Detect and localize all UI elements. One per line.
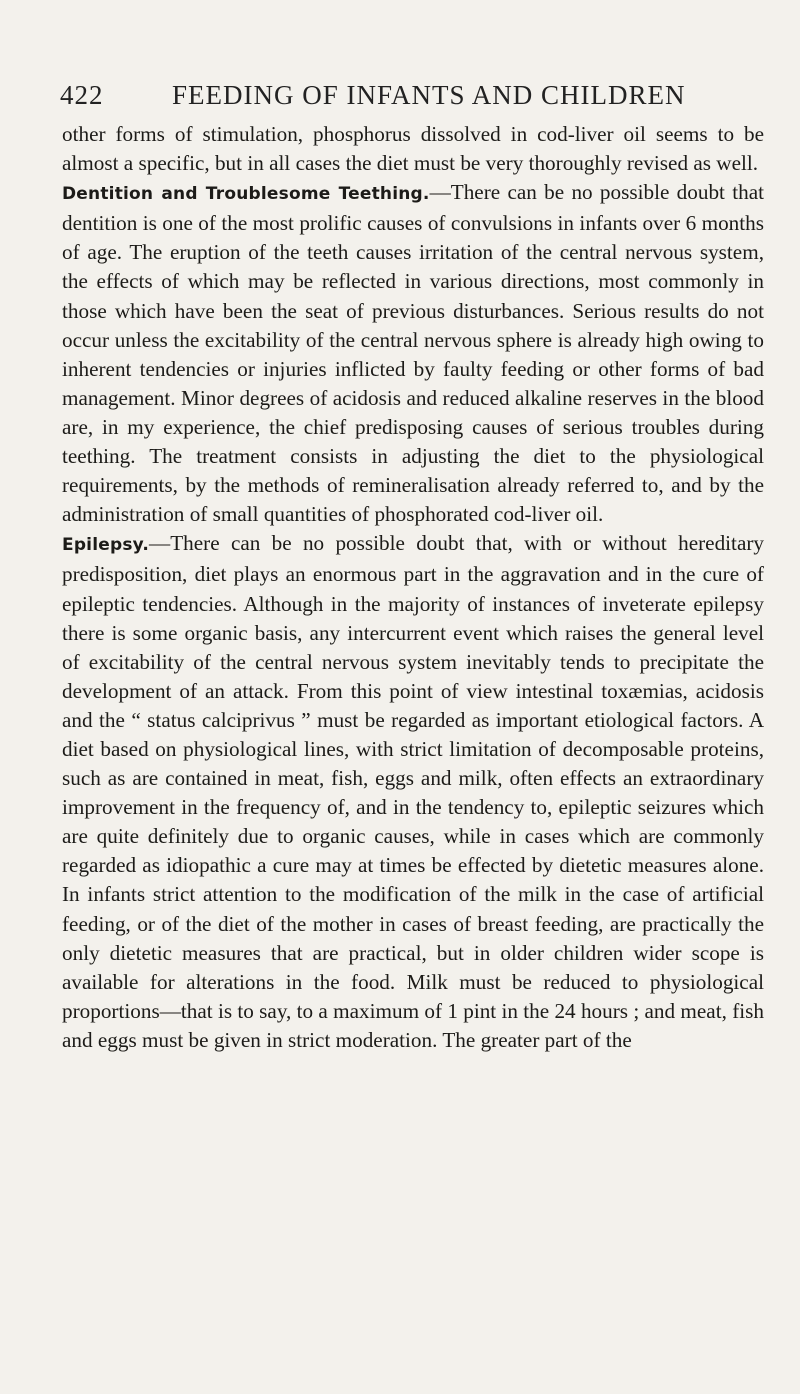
paragraph-epilepsy (62, 529, 764, 1055)
paragraph-text: —There can be no possible doubt that dentition is one of the most prolific causes of convulsions in infants over 6 months of age. The eruption of the teeth causes irritation of the central nervous system, the effects of which may be reflected in various directions, most commonly in those which have been the seat of previous disturbances. Serious results do not occur unless the excitability of the central nervous sphere is already high owing to inherent tendencies or injuries inflicted by faulty feeding or other forms of bad management. Minor degrees of acidosis and reduced alkaline reserves in the blood are, in my experience, the chief predisposing causes of serious troubles during teething. The treatment consists in adjusting the diet to the physiological requirements, by the methods of remineralisation already referred to, and by the administration of small quantities of phosphorated cod-liver oil. (62, 180, 765, 527)
paragraph-text: other forms of stimulation, phosphorus dissolved in cod-liver oil seems to be almost a specific, but in all cases the diet must be very thoroughly revised as well. (62, 122, 764, 176)
body-text (62, 120, 764, 1055)
paragraph-continuation (62, 120, 764, 178)
section-heading-dentition: Dentition and Troublesome Teething. (62, 184, 430, 205)
running-title: FEEDING OF INFANTS AND CHILDREN (172, 80, 686, 110)
paragraph-dentition (62, 178, 764, 529)
running-head (60, 80, 760, 116)
page-number: 422 (60, 80, 104, 110)
paragraph-text: —There can be no possible doubt that, with or without hereditary predisposition, diet plays an enormous part in the aggravation and in the cure of epileptic tendencies. Although in the majority of instances of inveterate epilepsy there is some organic basis, any intercurrent event which raises the general level of excitability of the central nervous system inevitably tends to precipitate the development of an attack. From this point of view intestinal toxæmias, acidosis and the “ status calciprivus ” must be regarded as important etiological factors. A diet based on physiological lines, with strict limitation of decomposable proteins, such as are contained in meat, fish, eggs and milk, often effects an extraordinary improvement in the frequency of, and in the tendency to, epileptic seizures which are quite definitely due to organic causes, while in cases which are commonly regarded as idiopathic a cure may at times be effected by dietetic measures alone. In infants strict attention to the modification of the milk in the case of artificial feeding, or of the diet of the mother in cases of breast feeding, are practically the only dietetic measures that are practical, but in older children wider scope is available for alterations in the food. Milk must be reduced to physiological proportions—that is to say, to a maximum of 1 pint in the 24 hours ; and meat, fish and eggs must be given in strict moderation. The greater part of the (62, 531, 764, 1052)
section-heading-epilepsy: Epilepsy. (62, 535, 150, 556)
